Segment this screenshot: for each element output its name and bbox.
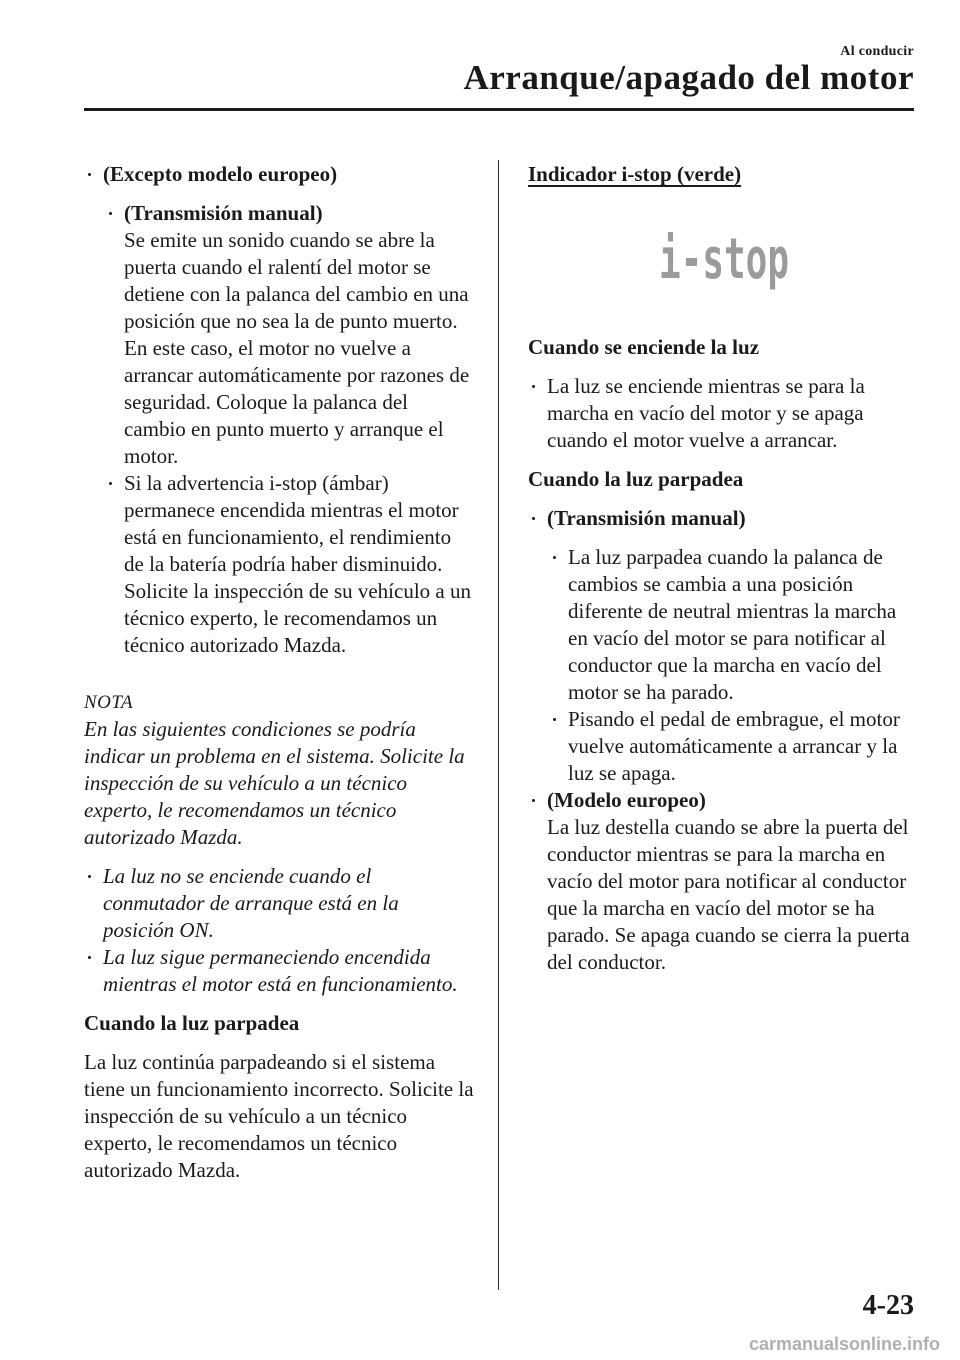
- header-rule: [84, 108, 914, 111]
- section-label: Al conducir: [840, 44, 914, 59]
- list-item: [528, 787, 920, 976]
- left-column: [84, 161, 474, 1184]
- list-item: [84, 200, 474, 470]
- page-title: Arranque/apagado del motor: [463, 58, 914, 97]
- list-item: (Transmisión manual): [528, 505, 920, 532]
- svg-text:i-stop: i-stop: [659, 227, 789, 292]
- i-stop-indicator-icon: [654, 208, 794, 298]
- note-label: NOTA: [84, 692, 134, 713]
- section-heading: Cuando la luz parpadea: [528, 467, 744, 491]
- item-title: (Modelo europeo): [547, 788, 706, 812]
- list-item: Si la advertencia i-stop (ámbar) permanece encendida mientras el motor está en funcionamiento, el rendimiento de la batería podría haber disminuido. Solicite la inspección de su vehículo a un técnico experto, le recomendamos un técnico autorizado Mazda.: [84, 470, 474, 659]
- indicator-figure: [528, 188, 920, 318]
- section-heading: Cuando se enciende la luz: [528, 335, 760, 359]
- section-heading: Cuando la luz parpadea: [84, 1011, 300, 1035]
- item-text: Se emite un sonido cuando se abre la puerta cuando el ralentí del motor se detiene con la palanca del cambio en una posición que no sea la de punto muerto. En este caso, el motor no vuelve a arrancar automáticamente por razones de seguridad. Coloque la palanca del cambio en punto muerto y arranque el motor.: [124, 228, 470, 468]
- note-item: La luz no se enciende cuando el conmutador de arranque está en la posición ON.: [84, 863, 474, 944]
- item-text: La luz destella cuando se abre la puerta del conductor mientras se para la marcha en vacío del motor para notificar al conductor que la marcha en vacío del motor se ha parado. Se apaga cuando se cierra la puerta del conductor.: [547, 815, 910, 974]
- note-item: La luz sigue permaneciendo encendida mientras el motor está en funcionamiento.: [84, 944, 474, 998]
- paragraph: La luz continúa parpadeando si el sistema tiene un funcionamiento incorrecto. Solicite la inspección de su vehículo a un técnico experto, le recomendamos un técnico autorizado Mazda.: [84, 1050, 474, 1182]
- list-item: La luz parpadea cuando la palanca de cambios se cambia a una posición diferente de neutral mientras la marcha en vacío del motor se para notificar al conductor que la marcha en vacío del motor se ha parado.: [528, 544, 920, 706]
- section-heading: Indicador i-stop (verde): [528, 162, 742, 186]
- page-number: 4-23: [862, 1290, 914, 1321]
- right-column: [528, 161, 920, 976]
- watermark: carmanualsonline.info: [748, 1334, 940, 1354]
- list-item: (Excepto modelo europeo): [84, 161, 474, 188]
- list-item: Pisando el pedal de embrague, el motor vuelve automáticamente a arrancar y la luz se apaga.: [528, 706, 920, 787]
- list-item: La luz se enciende mientras se para la marcha en vacío del motor y se apaga cuando el motor vuelve a arrancar.: [528, 373, 920, 454]
- note-text: En las siguientes condiciones se podría indicar un problema en el sistema. Solicite la inspección de su vehículo a un técnico experto, le recomendamos un técnico autorizado Mazda.: [84, 717, 465, 849]
- item-title: (Transmisión manual): [124, 201, 323, 225]
- column-divider: [498, 160, 499, 1290]
